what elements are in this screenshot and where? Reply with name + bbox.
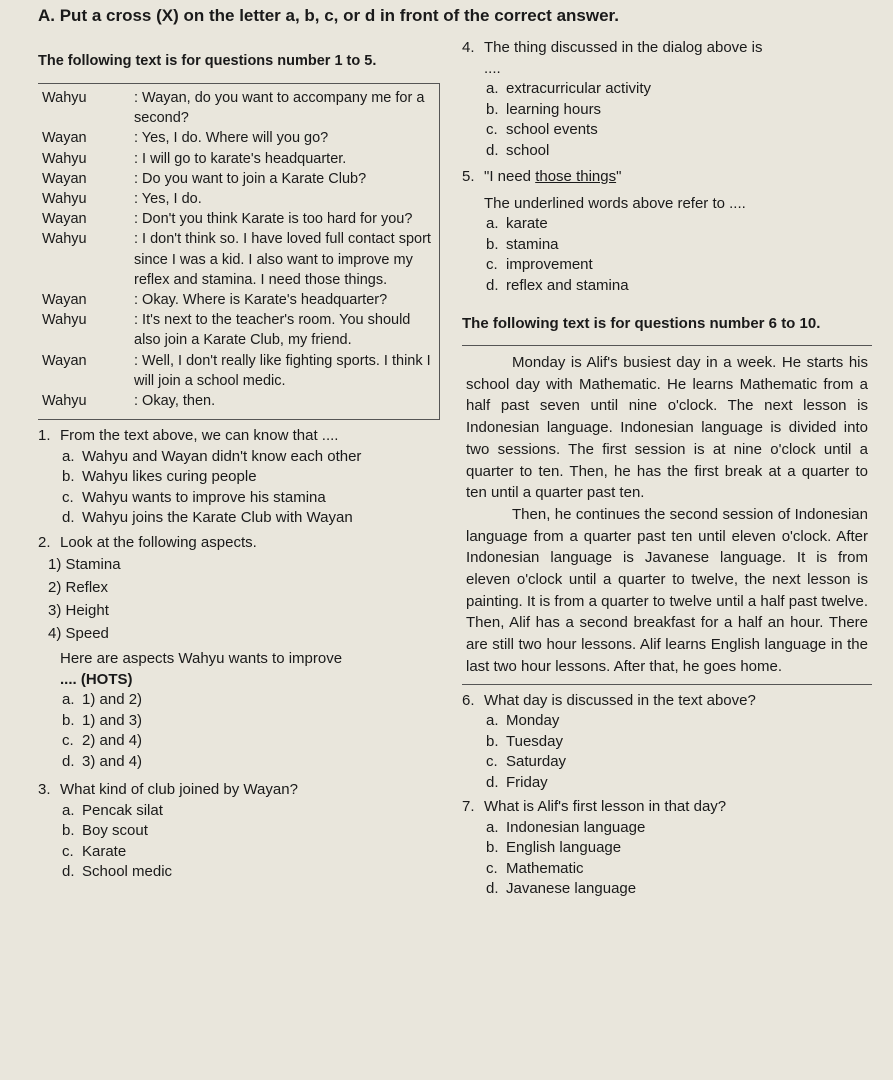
dialog-text: : Yes, I do. bbox=[134, 191, 202, 208]
answer-option[interactable] bbox=[462, 255, 872, 276]
dialog-speaker: Wayan bbox=[42, 352, 87, 369]
dialog-speaker: Wayan bbox=[42, 211, 87, 228]
answer-option[interactable] bbox=[462, 732, 872, 753]
answer-option[interactable] bbox=[38, 842, 440, 863]
option-letter: a. bbox=[62, 691, 75, 709]
option-letter: c. bbox=[62, 488, 74, 506]
dialog-line bbox=[42, 310, 433, 350]
question-3 bbox=[38, 780, 440, 883]
option-letter: c. bbox=[62, 842, 74, 860]
option-text: School medic bbox=[82, 863, 173, 881]
dialog-line bbox=[42, 229, 433, 290]
question-4 bbox=[462, 38, 872, 161]
dialog-box bbox=[38, 83, 440, 420]
dialog-speaker: Wahyu bbox=[42, 231, 87, 248]
answer-option[interactable] bbox=[38, 731, 440, 752]
question-text: What day is discussed in the text above? bbox=[484, 691, 756, 709]
option-text: stamina bbox=[506, 235, 559, 253]
question-number: 2. bbox=[38, 533, 51, 551]
aspect-item: 4) Speed bbox=[48, 625, 109, 643]
option-text: reflex and stamina bbox=[506, 276, 629, 294]
option-text: Tuesday bbox=[506, 732, 563, 750]
option-letter: a. bbox=[62, 447, 75, 465]
dialog-speaker: Wahyu bbox=[42, 90, 87, 106]
dialog-line bbox=[42, 189, 433, 209]
option-text: extracurricular activity bbox=[506, 80, 652, 97]
dialog-speaker: Wahyu bbox=[42, 393, 87, 410]
dialog-line bbox=[42, 128, 433, 148]
dialog-speaker: Wayan bbox=[42, 292, 87, 309]
option-text: 2) and 4) bbox=[82, 732, 143, 750]
answer-option[interactable] bbox=[462, 859, 872, 880]
answer-option[interactable] bbox=[462, 838, 872, 859]
dialog-text: : Okay. Where is Karate's headquarter? bbox=[134, 292, 388, 309]
option-letter: c. bbox=[62, 732, 74, 750]
option-letter: d. bbox=[62, 752, 75, 770]
question-6 bbox=[462, 691, 872, 794]
answer-option[interactable] bbox=[462, 879, 872, 900]
answer-option[interactable] bbox=[38, 711, 440, 732]
option-letter: d. bbox=[62, 863, 75, 881]
question-text-2: The underlined words above refer to .... bbox=[484, 194, 746, 212]
question-number: 1. bbox=[38, 427, 51, 445]
dialog-text: : Okay, then. bbox=[134, 393, 216, 410]
question-text-2: Here are aspects Wahyu wants to improve bbox=[60, 650, 343, 668]
dialog-text: : Do you want to join a Karate Club? bbox=[134, 170, 367, 187]
aspect-item: 2) Reflex bbox=[48, 579, 109, 597]
dialog-line bbox=[42, 391, 433, 411]
question-7 bbox=[462, 797, 872, 900]
option-text: school events bbox=[506, 121, 598, 138]
answer-option[interactable] bbox=[462, 120, 872, 141]
option-letter: a. bbox=[486, 818, 499, 836]
option-text: Wahyu wants to improve his stamina bbox=[82, 488, 326, 506]
option-text: Javanese language bbox=[506, 880, 637, 898]
reading-passage bbox=[462, 345, 872, 685]
option-letter: d. bbox=[486, 141, 499, 159]
intro-text-6-10: The following text is for questions number 6 to 10. bbox=[462, 315, 821, 332]
option-text: Saturday bbox=[506, 753, 567, 771]
option-letter: d. bbox=[486, 773, 499, 791]
question-number: 5. bbox=[462, 168, 475, 185]
answer-option[interactable] bbox=[462, 100, 872, 121]
left-column bbox=[38, 52, 440, 883]
dialog-line bbox=[42, 290, 433, 310]
option-text: 3) and 4) bbox=[82, 752, 143, 770]
dialog-text: : Yes, I do. Where will you go? bbox=[134, 130, 329, 147]
option-letter: b. bbox=[62, 711, 75, 729]
dialog-text: : Well, I don't really like fighting sports. I think I will join a school medic. bbox=[134, 352, 431, 389]
dialog-text: : I will go to karate's headquarter. bbox=[134, 150, 347, 167]
answer-option[interactable] bbox=[38, 488, 440, 509]
aspect-item: 1) Stamina bbox=[48, 556, 121, 574]
question-text: The thing discussed in the dialog above is bbox=[484, 39, 763, 56]
answer-option[interactable] bbox=[462, 752, 872, 773]
question-1 bbox=[38, 426, 440, 529]
answer-option[interactable] bbox=[38, 508, 440, 529]
aspect-item: 3) Height bbox=[48, 602, 109, 620]
question-text-3: .... (HOTS) bbox=[60, 670, 133, 688]
dialog-line bbox=[42, 209, 433, 229]
question-text-2: .... bbox=[484, 59, 501, 77]
quote-pre: "I need bbox=[484, 168, 536, 185]
option-text: Pencak silat bbox=[82, 801, 163, 819]
passage-paragraph: Then, he continues the second session of Indonesian language from a quarter past ten until eleven o'clock. After Indonesian language is Javanese language. It is from eleven o'clock until a quarter to twelve, the next lesson is painting. It is from a quarter to twelve until a half past twelve. Then, Alif has a second breakfast for a half an hour. There are still two hour lessons. Alif learns English language in the last two hour lessons. After that, he goes home. bbox=[466, 505, 868, 675]
option-letter: c. bbox=[486, 256, 498, 273]
option-text: Wahyu joins the Karate Club with Wayan bbox=[82, 509, 353, 527]
option-text: English language bbox=[506, 839, 622, 857]
dialog-text: : It's next to the teacher's room. You should also join a Karate Club, my friend. bbox=[134, 312, 411, 349]
answer-option[interactable] bbox=[38, 447, 440, 468]
option-text: 1) and 2) bbox=[82, 691, 143, 709]
dialog-speaker: Wahyu bbox=[42, 150, 87, 167]
dialog-speaker: Wahyu bbox=[42, 191, 87, 208]
option-text: school bbox=[506, 141, 550, 159]
option-letter: a. bbox=[62, 801, 75, 819]
option-text: Monday bbox=[506, 712, 560, 730]
option-letter: d. bbox=[486, 880, 499, 898]
answer-option[interactable] bbox=[38, 862, 440, 883]
passage-paragraph: Monday is Alif's busiest day in a week. He starts his school day with Mathematic. He learns Mathematic from a half past seven until nine o'clock. The next lesson is Indonesian language. Indonesian language is divided into two sessions. The first session is at nine o'clock until a quarter to ten. Then, he has the first break at a quarter to ten until a quarter past ten. bbox=[466, 354, 868, 502]
option-text: Wahyu and Wayan didn't know each other bbox=[82, 447, 362, 465]
dialog-speaker: Wayan bbox=[42, 170, 87, 187]
option-letter: b. bbox=[486, 235, 499, 253]
option-letter: a. bbox=[486, 215, 499, 232]
question-2 bbox=[38, 533, 440, 773]
answer-option[interactable] bbox=[462, 773, 872, 794]
question-text: Look at the following aspects. bbox=[60, 533, 257, 551]
question-number: 4. bbox=[462, 39, 475, 56]
answer-option[interactable] bbox=[38, 467, 440, 488]
answer-option[interactable] bbox=[38, 690, 440, 711]
option-letter: b. bbox=[62, 468, 75, 486]
answer-option[interactable] bbox=[462, 818, 872, 839]
right-column bbox=[462, 38, 872, 900]
option-text: Mathematic bbox=[506, 859, 584, 877]
option-letter: c. bbox=[486, 859, 498, 877]
underlined-words: those things bbox=[535, 168, 617, 185]
option-letter: b. bbox=[486, 732, 499, 750]
dialog-text: : I don't think so. I have loved full contact sport since I was a kid. I also want to improve my reflex and stamina. I need those things. bbox=[134, 231, 431, 288]
option-letter: a. bbox=[486, 712, 499, 730]
answer-option[interactable] bbox=[462, 235, 872, 256]
question-number: 3. bbox=[38, 781, 51, 799]
option-text: 1) and 3) bbox=[82, 711, 143, 729]
dialog-speaker: Wahyu bbox=[42, 312, 87, 329]
option-letter: d. bbox=[62, 509, 75, 527]
answer-option[interactable] bbox=[462, 711, 872, 732]
option-letter: a. bbox=[486, 80, 499, 97]
option-letter: b. bbox=[486, 839, 499, 857]
answer-option[interactable] bbox=[38, 752, 440, 773]
dialog-speaker: Wayan bbox=[42, 130, 87, 147]
answer-option[interactable] bbox=[462, 79, 872, 100]
option-text: improvement bbox=[506, 256, 593, 273]
option-text: learning hours bbox=[506, 100, 602, 118]
question-text: What kind of club joined by Wayan? bbox=[60, 781, 298, 799]
option-text: Friday bbox=[506, 773, 548, 791]
section-heading: A. Put a cross (X) on the letter a, b, c, or d in front of the correct answer. bbox=[38, 6, 619, 25]
dialog-line bbox=[42, 149, 433, 169]
option-letter: c. bbox=[486, 753, 498, 771]
question-text: What is Alif's first lesson in that day? bbox=[484, 798, 727, 816]
option-text: Karate bbox=[82, 842, 127, 860]
dialog-line bbox=[42, 169, 433, 189]
dialog-text: : Wayan, do you want to accompany me for a second? bbox=[134, 90, 425, 127]
dialog-line bbox=[42, 351, 433, 391]
option-text: Wahyu likes curing people bbox=[82, 468, 257, 486]
question-text: From the text above, we can know that .... bbox=[60, 427, 339, 445]
answer-option[interactable] bbox=[462, 141, 872, 162]
answer-option[interactable] bbox=[462, 276, 872, 297]
question-number: 6. bbox=[462, 691, 475, 709]
option-text: Boy scout bbox=[82, 822, 148, 840]
dialog-text: : Don't you think Karate is too hard for you? bbox=[134, 211, 413, 228]
option-letter: d. bbox=[486, 276, 499, 294]
answer-option[interactable] bbox=[462, 214, 872, 235]
question-5 bbox=[462, 167, 872, 296]
answer-option[interactable] bbox=[38, 821, 440, 842]
intro-text-1-5: The following text is for questions number 1 to 5. bbox=[38, 53, 377, 69]
dialog-line bbox=[42, 88, 433, 128]
option-text: Indonesian language bbox=[506, 818, 646, 836]
option-letter: c. bbox=[486, 121, 498, 138]
answer-option[interactable] bbox=[38, 801, 440, 822]
option-text: karate bbox=[506, 215, 548, 232]
option-letter: b. bbox=[62, 822, 75, 840]
quote-post: " bbox=[616, 168, 622, 185]
option-letter: b. bbox=[486, 100, 499, 118]
question-number: 7. bbox=[462, 798, 475, 816]
